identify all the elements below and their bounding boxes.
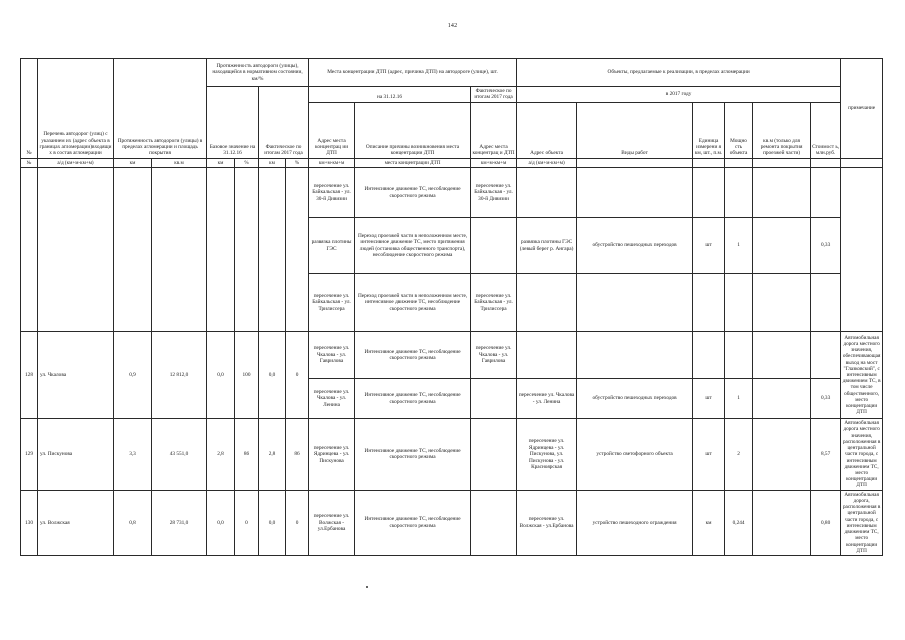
table-body	[21, 168, 883, 556]
table-header	[21, 59, 883, 168]
base-pct: 86	[235, 419, 259, 491]
repair-area	[753, 379, 811, 419]
col-road-list-header: Перечень автодорог (улиц) с указанием их (адрес объекта в границах агломерации)входящи х в состав агломерации	[38, 59, 114, 159]
col-base-header: Базовое значение на 31.12.16	[207, 87, 259, 159]
cost: 0,33	[811, 218, 841, 274]
work-type	[577, 332, 693, 379]
col-dtp-cause-header: Описание причины возникновения места концентрации ДТП	[355, 102, 471, 158]
col-dtp-address-header: Адрес места концентрац ии ДТП	[309, 102, 355, 158]
object-address	[517, 332, 577, 379]
units-km: км	[114, 158, 152, 167]
road-name: ул. Волжская	[38, 490, 114, 555]
col-work-type-header: Виды работ	[577, 102, 693, 158]
object-address: пересечение ул. Волжская - ул.Ербанова	[517, 490, 577, 555]
col-repair-header: кв.м (только для ремонта покрытия проезжей части)	[753, 102, 811, 158]
col-cost-header: Стоимост ь, млн.руб.	[811, 102, 841, 158]
dtp-actual-address: пересечение ул. Байкальская - ул. 30-й Дивизии	[471, 168, 517, 218]
dtp-cause: Интенсивное движение ТС, несоблюдение скоростного режима	[355, 168, 471, 218]
object-power: 1	[725, 379, 753, 419]
table-row	[21, 332, 883, 379]
work-type	[577, 168, 693, 218]
sub-dtp-date-header: на 31.12.16	[309, 87, 471, 103]
actual-pct: 0	[286, 490, 309, 555]
dtp-cause: Интенсивное движение ТС, несоблюдение скоростного режима	[355, 332, 471, 379]
object-address: пересечение ул. Чкалова - ул. Ленина	[517, 379, 577, 419]
scan-mark	[366, 586, 368, 588]
cost: 0,80	[811, 490, 841, 555]
object-power: 0,244	[725, 490, 753, 555]
base-pct: 100	[235, 332, 259, 419]
units-obj-address: а/д (км+м-км+м)	[517, 158, 577, 167]
header-row-1	[21, 59, 883, 87]
col-power-header: Мощно сть объекта	[725, 102, 753, 158]
col-unit-header: Единица измерени я км, шт., п.м.	[693, 102, 725, 158]
work-type: обустройство пешеходных переходов	[577, 379, 693, 419]
actual-pct: 0	[286, 332, 309, 419]
unit: км	[693, 490, 725, 555]
object-power	[725, 332, 753, 379]
unit: шт	[693, 379, 725, 419]
units-row	[21, 158, 883, 167]
object-power	[725, 274, 753, 332]
repair-area	[753, 274, 811, 332]
unit	[693, 332, 725, 379]
group-normative-header: Протяженность автодороги (улицы), находящейся в нормативном состоянии, км/%	[207, 59, 309, 87]
cost: 8,57	[811, 419, 841, 491]
units-sqm: кв.м	[152, 158, 207, 167]
dtp-actual-address	[471, 490, 517, 555]
road-length-km	[114, 168, 152, 332]
group-dtp-header: Места концентрации ДТП (адрес, причина ДТП) на автодороге (улице), шт.	[309, 59, 517, 87]
col-num-header: №	[21, 59, 38, 159]
dtp-actual-address: пересечение ул. Байкальская - ул. Трилиссера	[471, 274, 517, 332]
unit	[693, 274, 725, 332]
dtp-address: развязка плотины ГЭС	[309, 218, 355, 274]
base-pct	[235, 168, 259, 332]
base-km	[207, 168, 235, 332]
base-km: 0,0	[207, 332, 235, 419]
units-base-km: км	[207, 158, 235, 167]
dtp-address: пересечение ул. Чкалова - ул. Ленина	[309, 379, 355, 419]
dtp-cause: Интенсивное движение ТС, несоблюдение скоростного режима	[355, 419, 471, 491]
units-power	[725, 158, 753, 167]
units-actual-km: км	[259, 158, 286, 167]
object-address	[517, 168, 577, 218]
work-type: устройство пешеходного ограждения	[577, 490, 693, 555]
page-number: 142	[447, 23, 458, 29]
actual-km: 0,0	[259, 332, 286, 419]
object-power: 2	[725, 419, 753, 491]
sub-year-header: в 2017 году	[517, 87, 841, 103]
dtp-cause: Интенсивное движение ТС, несоблюдение скоростного режима	[355, 379, 471, 419]
dtp-cause: Переход проезжей части в неположенном месте, интенсивное движение ТС, место притяжения людей (остановка общественного транспорта), несоблюдение скоростного режима	[355, 218, 471, 274]
base-km: 2,8	[207, 419, 235, 491]
table-row	[21, 168, 883, 218]
road-area-sqm: 43 551,0	[152, 419, 207, 491]
dtp-cause: Переход проезжей части в неположенном месте, интенсивное движение ТС, несоблюдение скоростного режима	[355, 274, 471, 332]
dtp-address: пересечение ул. Байкальская - ул. Трилиссера	[309, 274, 355, 332]
dtp-address: пересечение ул. Байкальская - ул. 30-й Дивизии	[309, 168, 355, 218]
units-note	[841, 158, 883, 167]
units-road: а/д (км+м-км+м)	[38, 158, 114, 167]
road-length-km: 0,9	[114, 332, 152, 419]
object-address: развязка плотины ГЭС (левый берег р. Ангара)	[517, 218, 577, 274]
repair-area	[753, 218, 811, 274]
cost	[811, 274, 841, 332]
unit	[693, 168, 725, 218]
road-area-sqm: 28 731,0	[152, 490, 207, 555]
col-obj-address-header: Адрес объекта	[517, 102, 577, 158]
unit: шт	[693, 419, 725, 491]
dtp-actual-address	[471, 419, 517, 491]
dtp-actual-address: пересечение ул. Чкалова - ул. Гаврилова	[471, 332, 517, 379]
group-objects-header: Объекты, предлагаемые к реализации, в пределах агломерации	[517, 59, 841, 87]
row-number: 129	[21, 419, 38, 491]
repair-area	[753, 419, 811, 491]
units-unit	[693, 158, 725, 167]
units-dtp-address2: км+м-км+м	[471, 158, 517, 167]
dtp-actual-address	[471, 379, 517, 419]
cost	[811, 332, 841, 379]
road-length-km: 0,8	[114, 490, 152, 555]
row-number: 130	[21, 490, 38, 555]
road-length-km: 3,3	[114, 419, 152, 491]
units-dtp-desc: места концентрации ДТП	[355, 158, 471, 167]
units-repair	[753, 158, 811, 167]
note: Автомобильная дорога местного значения, обеспечивающая выход на мост "Глазковский", с интенсивным движением ТС, в том числе общественного, место концентрации ДТП	[841, 332, 883, 419]
road-area-sqm: 12 812,0	[152, 332, 207, 419]
road-name: ул. Пискунова	[38, 419, 114, 491]
object-power	[725, 168, 753, 218]
work-type	[577, 274, 693, 332]
dtp-cause: Интенсивное движение ТС, несоблюдение скоростного режима	[355, 490, 471, 555]
actual-km: 0,0	[259, 490, 286, 555]
object-power: 1	[725, 218, 753, 274]
base-pct: 0	[235, 490, 259, 555]
work-type: обустройство пешеходных переходов	[577, 218, 693, 274]
units-dtp-address: км+м-км+м	[309, 158, 355, 167]
base-km: 0,0	[207, 490, 235, 555]
note: Автомобильная дорога местного значения, расположенная в центральной части города, с интенсивным движением ТС, место концентрации ДТП	[841, 419, 883, 491]
dtp-actual-address	[471, 218, 517, 274]
actual-pct	[286, 168, 309, 332]
table-row	[21, 490, 883, 555]
object-address	[517, 274, 577, 332]
units-base-pct: %	[235, 158, 259, 167]
units-work-type	[577, 158, 693, 167]
actual-km: 2,8	[259, 419, 286, 491]
note	[841, 168, 883, 332]
units-num: №	[21, 158, 38, 167]
dtp-address: пересечение ул. Ядринцева - ул. Пискунова	[309, 419, 355, 491]
repair-area	[753, 332, 811, 379]
road-agglomeration-table	[20, 58, 883, 556]
actual-km	[259, 168, 286, 332]
col-dtp-address2-header: Адрес места концентрац и ДТП	[471, 102, 517, 158]
dtp-address: пересечение ул. Волжская - ул.Ербанова	[309, 490, 355, 555]
cost	[811, 168, 841, 218]
unit: шт	[693, 218, 725, 274]
object-address: пересечение ул. Ядринцева - ул. Пискунова, ул. Пискунова - ул. Красноярская	[517, 419, 577, 491]
sub-dtp-actual-header: Фактическое по итогам 2017 года	[471, 87, 517, 103]
note: Автомобильная дорога, расположенная в центральной части города, с интенсивным движением ТС, место концентрации ДТП	[841, 490, 883, 555]
repair-area	[753, 168, 811, 218]
row-number: 128	[21, 332, 38, 419]
work-type: устройство светофорного объекта	[577, 419, 693, 491]
road-name: ул. Чкалова	[38, 332, 114, 419]
col-road-length-header: Протяженность автодороги (улицы) в пределах агломерации и площадь покрытия	[114, 59, 207, 159]
table-row	[21, 419, 883, 491]
col-actual-header: Фактическое по итогам 2017 года	[259, 87, 309, 159]
dtp-address: пересечение ул. Чкалова - ул. Гаврилова	[309, 332, 355, 379]
col-note-header: примечание	[841, 59, 883, 159]
actual-pct: 86	[286, 419, 309, 491]
units-cost	[811, 158, 841, 167]
units-actual-pct: %	[286, 158, 309, 167]
road-area-sqm	[152, 168, 207, 332]
repair-area	[753, 490, 811, 555]
cost: 0,33	[811, 379, 841, 419]
row-number	[21, 168, 38, 332]
road-name	[38, 168, 114, 332]
